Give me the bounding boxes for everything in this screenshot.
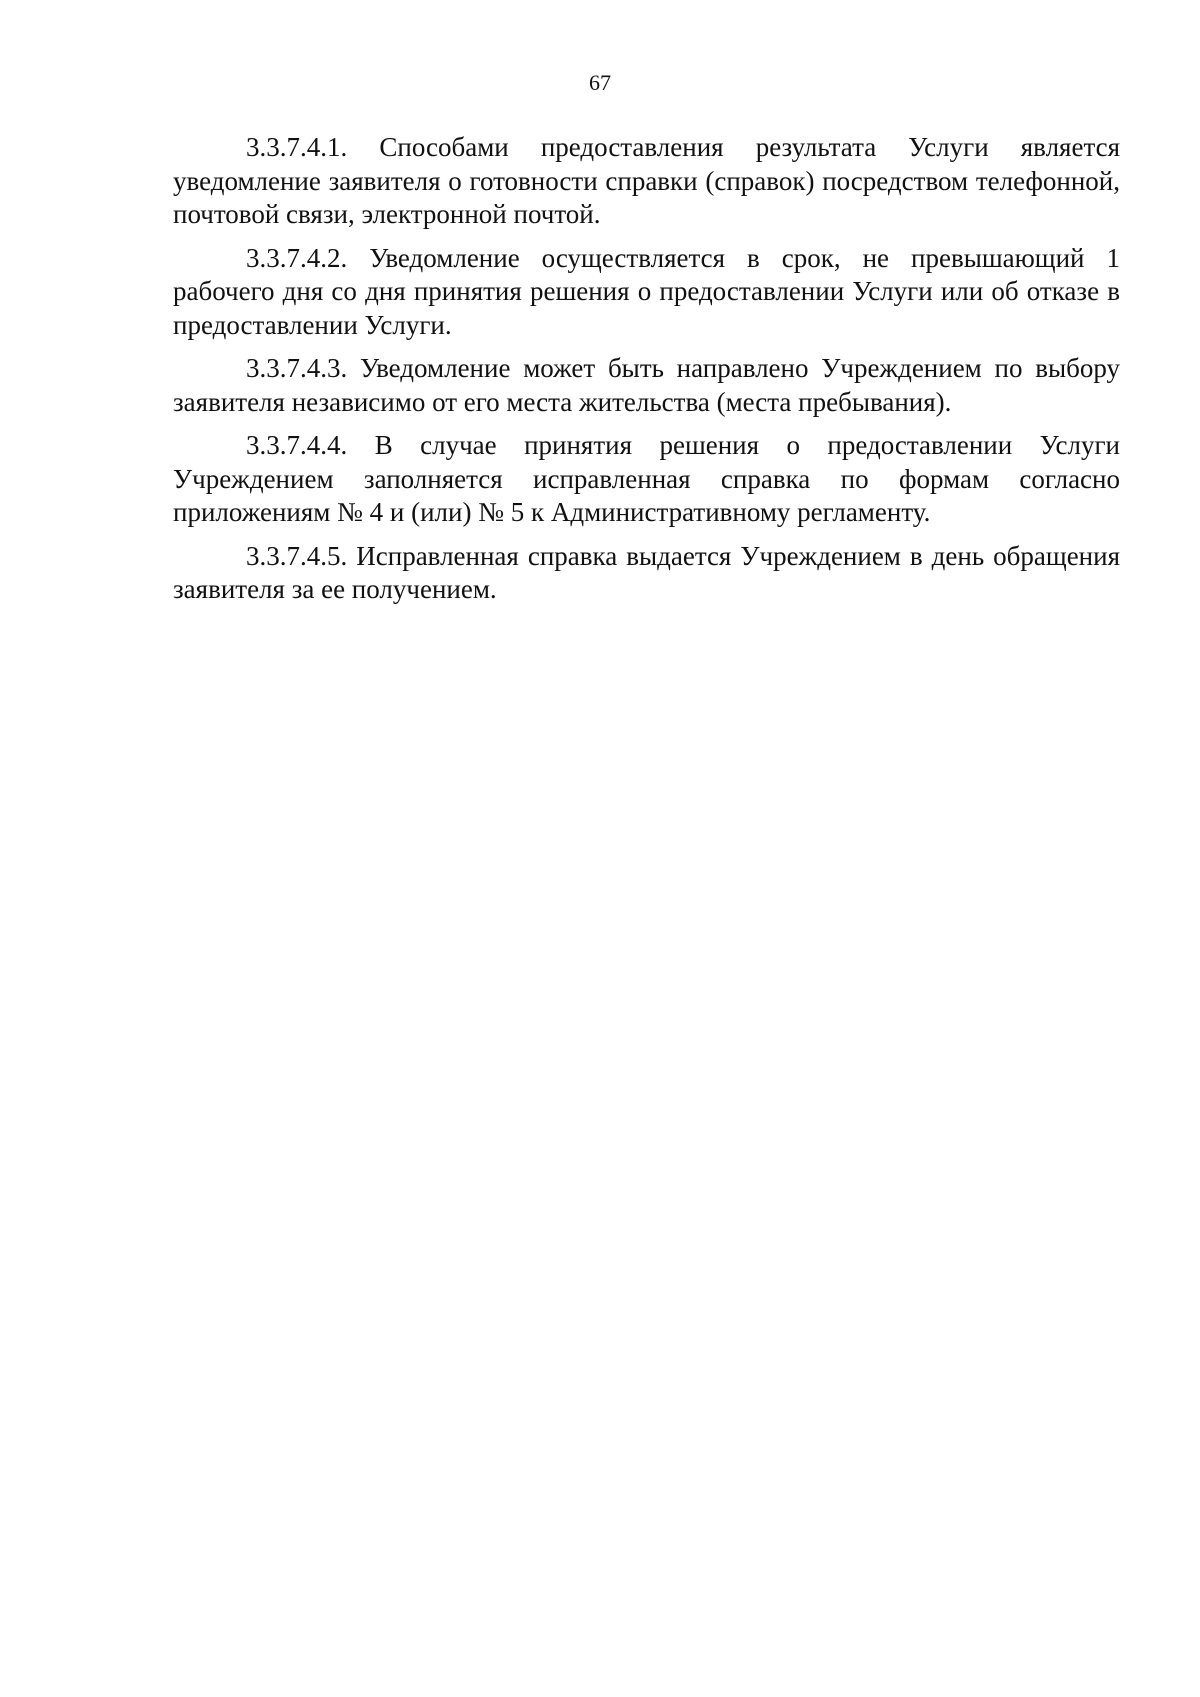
paragraph-3-3-7-4-4: 3.3.7.4.4. В случае принятия решения о предоставлении Услуги Учреждением заполняется исправленная справка по формам согласно приложениям № 4 и (или) № 5 к Административному регламенту.: [173, 430, 1120, 527]
document-body: [173, 131, 1120, 617]
paragraph-3-3-7-4-2: 3.3.7.4.2. Уведомление осуществляется в срок, не превышающий 1 рабочего дня со дня принятия решения о предоставлении Услуги или об отказе в предоставлении Услуги.: [173, 242, 1120, 340]
page-number: 67: [589, 70, 611, 95]
paragraph-3-3-7-4-5: 3.3.7.4.5. Исправленная справка выдается Учреждением в день обращения заявителя за ее получением.: [173, 540, 1120, 604]
paragraph-3-3-7-4-1: 3.3.7.4.1. Способами предоставления результата Услуги является уведомление заявителя о готовности справки (справок) посредством телефонной, почтовой связи, электронной почтой.: [173, 132, 1120, 229]
paragraph-3-3-7-4-3: 3.3.7.4.3. Уведомление может быть направлено Учреждением по выбору заявителя независимо от его места жительства (места пребывания).: [173, 353, 1120, 417]
